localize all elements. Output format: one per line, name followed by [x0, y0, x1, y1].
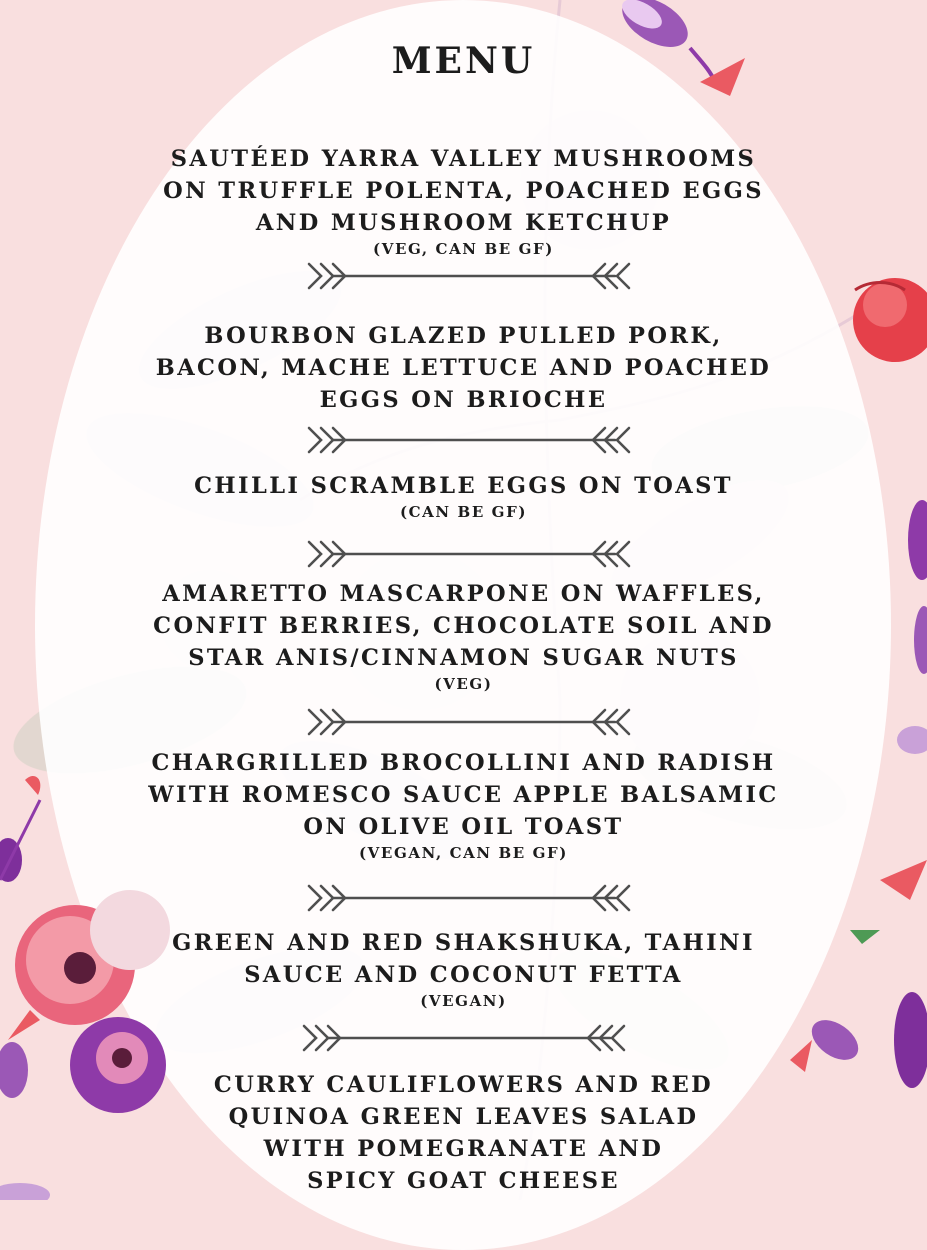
menu-item-note: (VEG, CAN BE GF)	[373, 240, 554, 258]
menu-item	[100, 320, 827, 416]
menu-item	[100, 470, 827, 522]
menu-item-name: CHARGRILLED BROCOLLINI AND RADISH WITH ROMESCO SAUCE APPLE BALSAMIC ON OLIVE OIL TOAST	[148, 750, 779, 840]
menu-item-name: GREEN AND RED SHAKSHUKA, TAHINI SAUCE AND COCONUT FETTA	[172, 930, 755, 988]
menu-item-note: (CAN BE GF)	[399, 503, 528, 521]
arrow-divider-icon	[305, 540, 645, 568]
arrow-divider-icon	[300, 1024, 640, 1052]
arrow-divider-icon	[305, 708, 645, 736]
menu-item	[100, 1069, 827, 1197]
menu-item-name: BOURBON GLAZED PULLED PORK, BACON, MACHE LETTUCE AND POACHED EGGS ON BRIOCHE	[155, 323, 772, 413]
menu-item-note: (VEGAN)	[420, 992, 507, 1010]
menu-item-name: AMARETTO MASCARPONE ON WAFFLES, CONFIT BERRIES, CHOCOLATE SOIL AND STAR ANIS/CINNAMON SUGAR NUTS	[153, 581, 774, 671]
menu-item-name: SAUTÉED YARRA VALLEY MUSHROOMS ON TRUFFLE POLENTA, POACHED EGGS AND MUSHROOM KETCHUP	[163, 146, 764, 236]
arrow-divider-icon	[305, 884, 645, 912]
menu-item-name: CURRY CAULIFLOWERS AND RED QUINOA GREEN LEAVES SALAD WITH POMEGRANATE AND SPICY GOAT CHEESE	[213, 1072, 714, 1194]
menu-item-note: (VEG)	[434, 675, 493, 693]
menu-item	[100, 927, 827, 1011]
menu-item-note: (VEGAN, CAN BE GF)	[358, 844, 568, 862]
menu-item	[100, 143, 827, 259]
menu-title: MENU	[391, 40, 536, 82]
menu-item	[100, 747, 827, 863]
arrow-divider-icon	[305, 426, 645, 454]
arrow-divider-icon	[305, 262, 645, 290]
menu-item	[100, 578, 827, 694]
menu-item-name: CHILLI SCRAMBLE EGGS ON TOAST	[194, 473, 733, 499]
